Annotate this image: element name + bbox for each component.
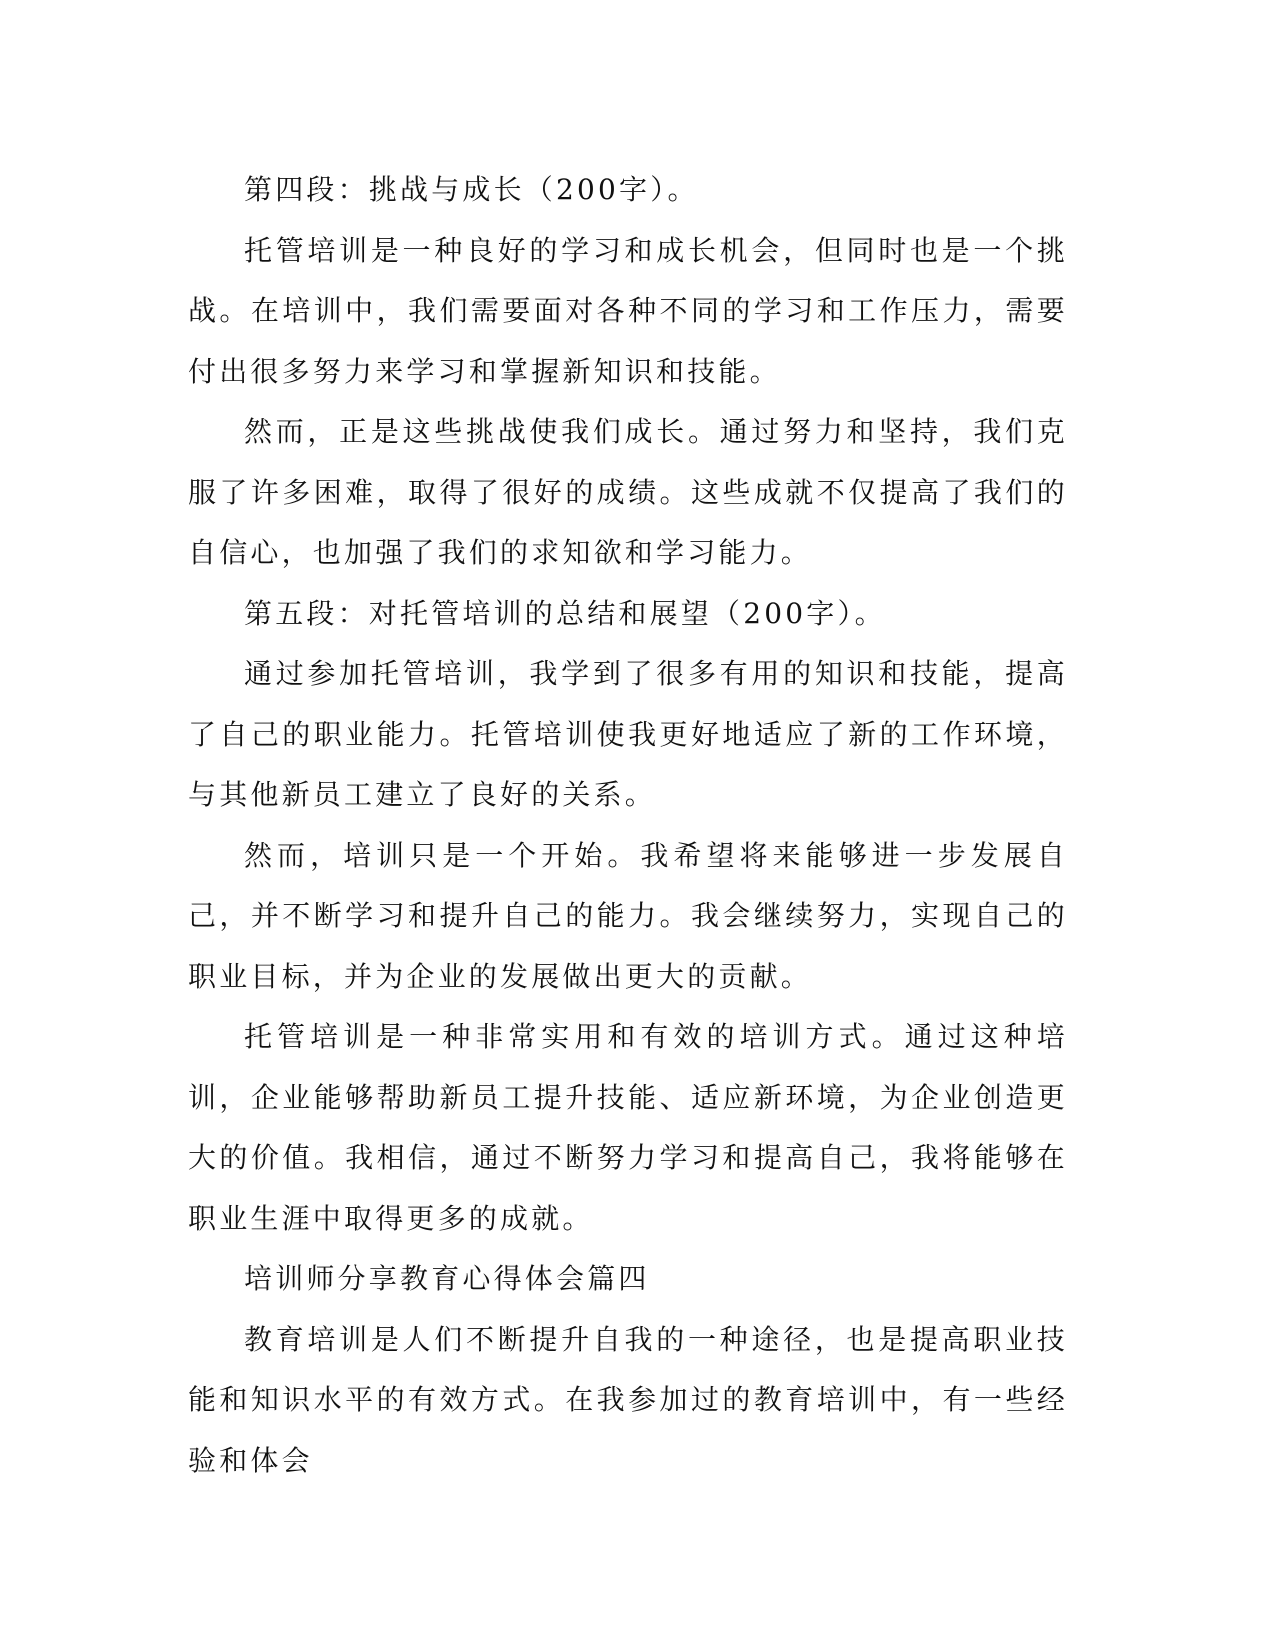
section-heading-part-five: 第五段：对托管培训的总结和展望（200字）。: [244, 596, 886, 630]
paragraph: 托管培训是一种非常实用和有效的培训方式。通过这种培训，企业能够帮助新员工提升技能、适应新环境，为企业创造更大的价值。我相信，通过不断努力学习和提高自己，我将能够在职业生涯中取得更多的成就。: [188, 1020, 1068, 1235]
section-heading-part-four: 第四段：挑战与成长（200字）。: [244, 173, 699, 206]
document-body: [188, 160, 1068, 1491]
paragraph: 托管培训是一种良好的学习和成长机会，但同时也是一个挑战。在培训中，我们需要面对各种不同的学习和工作压力，需要付出很多努力来学习和掌握新知识和技能。: [188, 233, 1068, 388]
paragraph: 然而，培训只是一个开始。我希望将来能够进一步发展自己，并不断学习和提升自己的能力。我会继续努力，实现自己的职业目标，并为企业的发展做出更大的贡献。: [188, 838, 1068, 993]
paragraph: 通过参加托管培训，我学到了很多有用的知识和技能，提高了自己的职业能力。托管培训使我更好地适应了新的工作环境，与其他新员工建立了良好的关系。: [188, 657, 1068, 811]
article-title: 培训师分享教育心得体会篇四: [244, 1262, 650, 1295]
paragraph: 然而，正是这些挑战使我们成长。通过努力和坚持，我们克服了许多困难，取得了很好的成绩。这些成就不仅提高了我们的自信心，也加强了我们的求知欲和学习能力。: [188, 415, 1068, 569]
paragraph: 教育培训是人们不断提升自我的一种途径，也是提高职业技能和知识水平的有效方式。在我参加过的教育培训中，有一些经验和体会: [188, 1322, 1068, 1477]
